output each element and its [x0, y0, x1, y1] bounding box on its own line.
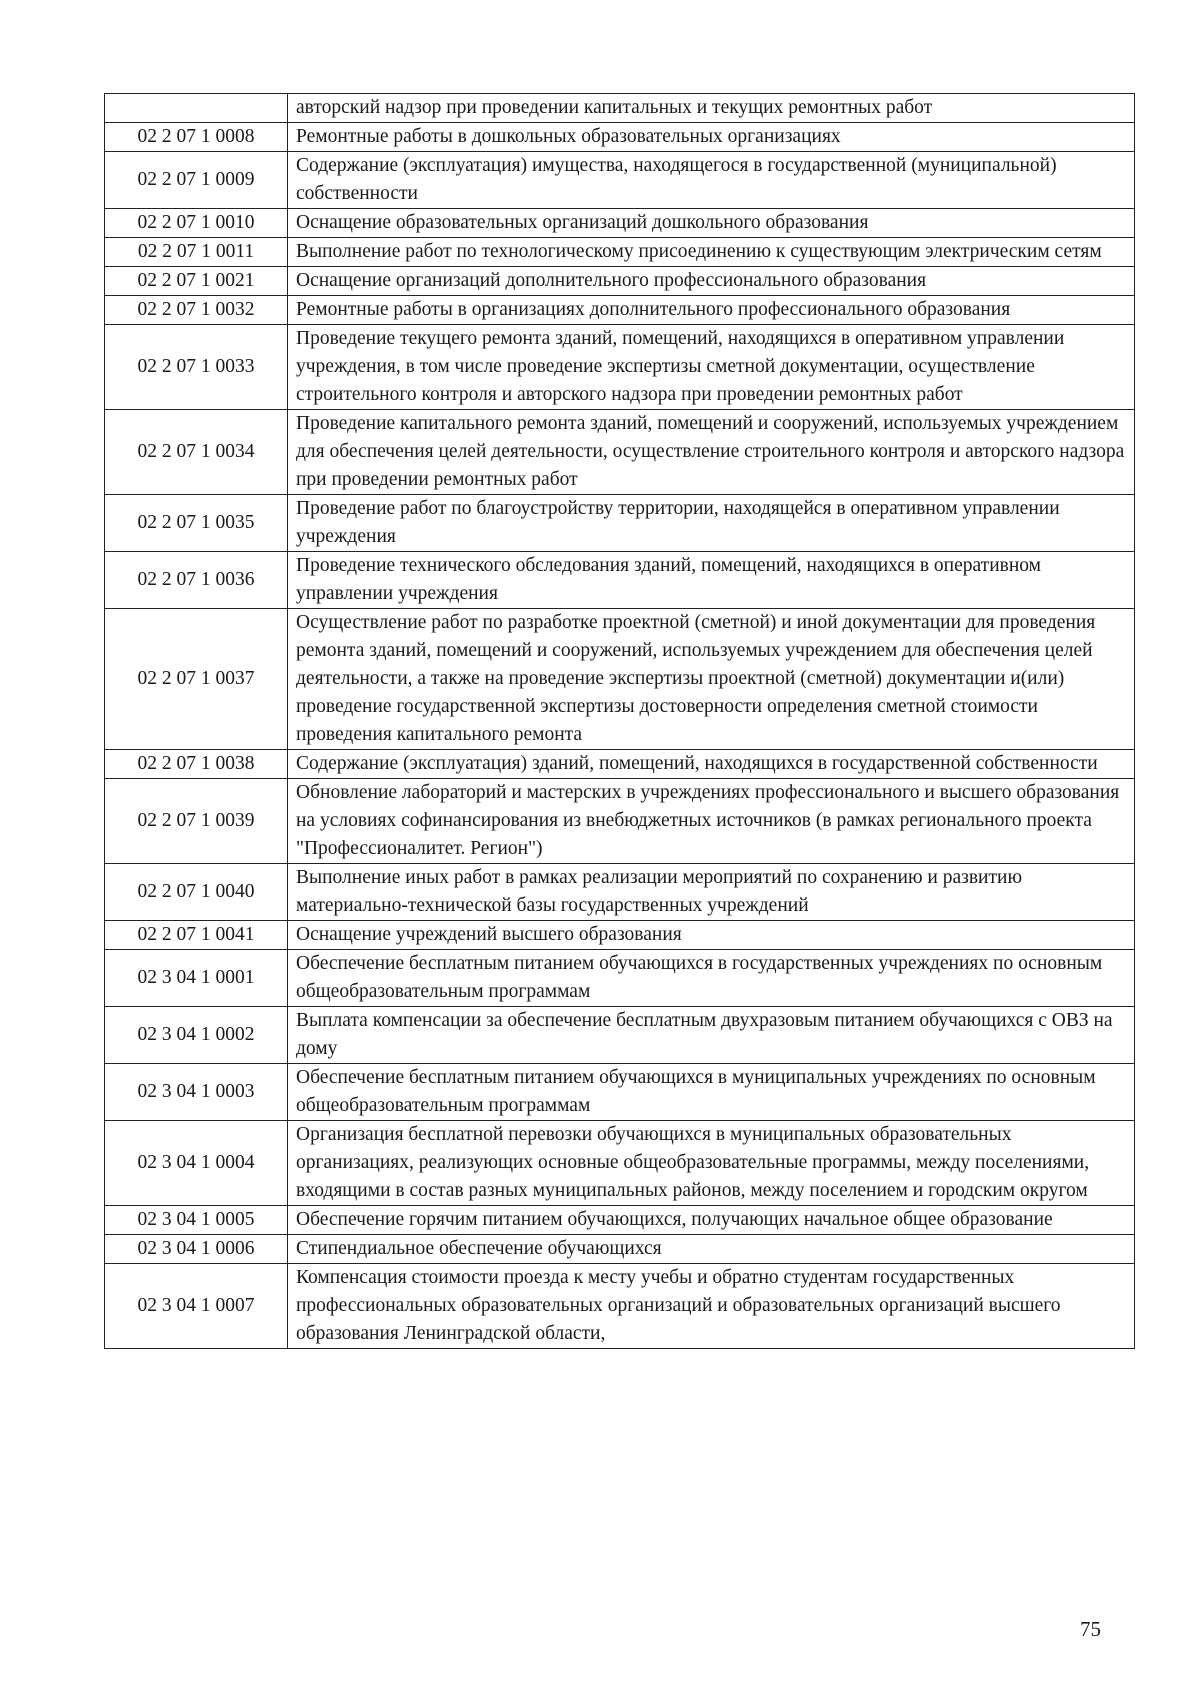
row-description: Выплата компенсации за обеспечение бесплатным двухразовым питанием обучающихся с ОВЗ на дому	[288, 1007, 1135, 1064]
row-description: Обеспечение бесплатным питанием обучающихся в государственных учреждениях по основным общеобразовательным программам	[288, 950, 1135, 1007]
row-description: Проведение технического обследования зданий, помещений, находящихся в оперативном управлении учреждения	[288, 552, 1135, 609]
row-description: Стипендиальное обеспечение обучающихся	[288, 1235, 1135, 1264]
row-description: Проведение капитального ремонта зданий, помещений и сооружений, используемых учреждением для обеспечения целей деятельности, осуществление строительного контроля и авторского надзора при проведении ремонтных работ	[288, 410, 1135, 495]
row-code: 02 3 04 1 0003	[105, 1064, 288, 1121]
row-code: 02 2 07 1 0010	[105, 209, 288, 238]
table-row	[105, 750, 1135, 779]
page-number: 75	[1080, 1617, 1101, 1641]
table-row	[105, 410, 1135, 495]
row-code: 02 2 07 1 0033	[105, 325, 288, 410]
row-description: Содержание (эксплуатация) имущества, находящегося в государственной (муниципальной) собственности	[288, 152, 1135, 209]
row-code: 02 2 07 1 0038	[105, 750, 288, 779]
row-code: 02 3 04 1 0006	[105, 1235, 288, 1264]
row-description: Оснащение образовательных организаций дошкольного образования	[288, 209, 1135, 238]
table-body	[105, 94, 1135, 1349]
row-code: 02 2 07 1 0034	[105, 410, 288, 495]
table-row	[105, 238, 1135, 267]
row-code: 02 2 07 1 0041	[105, 921, 288, 950]
table-row	[105, 123, 1135, 152]
row-description: Обновление лабораторий и мастерских в учреждениях профессионального и высшего образования на условиях софинансирования из внебюджетных источников (в рамках регионального проекта "Профессионалитет. Регион")	[288, 779, 1135, 864]
table-row	[105, 152, 1135, 209]
table-row	[105, 1064, 1135, 1121]
row-description: Обеспечение бесплатным питанием обучающихся в муниципальных учреждениях по основным общеобразовательным программам	[288, 1064, 1135, 1121]
row-code: 02 3 04 1 0001	[105, 950, 288, 1007]
table-row	[105, 267, 1135, 296]
row-code: 02 3 04 1 0004	[105, 1121, 288, 1206]
row-code: 02 2 07 1 0021	[105, 267, 288, 296]
budget-codes-table	[104, 93, 1135, 1349]
table-row	[105, 1264, 1135, 1349]
row-code: 02 2 07 1 0037	[105, 609, 288, 750]
row-code: 02 2 07 1 0035	[105, 495, 288, 552]
row-description: Выполнение иных работ в рамках реализации мероприятий по сохранению и развитию материально-технической базы государственных учреждений	[288, 864, 1135, 921]
row-description: авторский надзор при проведении капитальных и текущих ремонтных работ	[288, 94, 1135, 123]
row-description: Компенсация стоимости проезда к месту учебы и обратно студентам государственных профессиональных образовательных организаций и образовательных организаций высшего образования Ленинградской области,	[288, 1264, 1135, 1349]
row-code: 02 3 04 1 0007	[105, 1264, 288, 1349]
row-description: Выполнение работ по технологическому присоединению к существующим электрическим сетям	[288, 238, 1135, 267]
row-code: 02 2 07 1 0040	[105, 864, 288, 921]
table-row	[105, 1121, 1135, 1206]
table-row	[105, 296, 1135, 325]
row-code: 02 2 07 1 0032	[105, 296, 288, 325]
table-row	[105, 779, 1135, 864]
row-description: Оснащение учреждений высшего образования	[288, 921, 1135, 950]
table-row	[105, 94, 1135, 123]
table-row	[105, 325, 1135, 410]
row-description: Обеспечение горячим питанием обучающихся, получающих начальное общее образование	[288, 1206, 1135, 1235]
row-code: 02 2 07 1 0036	[105, 552, 288, 609]
table-row	[105, 950, 1135, 1007]
row-description: Ремонтные работы в дошкольных образовательных организациях	[288, 123, 1135, 152]
row-description: Ремонтные работы в организациях дополнительного профессионального образования	[288, 296, 1135, 325]
row-code: 02 2 07 1 0009	[105, 152, 288, 209]
table-row	[105, 609, 1135, 750]
row-description: Проведение работ по благоустройству территории, находящейся в оперативном управлении учреждения	[288, 495, 1135, 552]
row-code	[105, 94, 288, 123]
row-description: Проведение текущего ремонта зданий, помещений, находящихся в оперативном управлении учреждения, в том числе проведение экспертизы сметной документации, осуществление строительного контроля и авторского надзора при проведении ремонтных работ	[288, 325, 1135, 410]
table-row	[105, 209, 1135, 238]
table-row	[105, 1206, 1135, 1235]
row-code: 02 3 04 1 0005	[105, 1206, 288, 1235]
row-code: 02 3 04 1 0002	[105, 1007, 288, 1064]
row-code: 02 2 07 1 0011	[105, 238, 288, 267]
table-row	[105, 495, 1135, 552]
row-description: Организация бесплатной перевозки обучающихся в муниципальных образовательных организациях, реализующих основные общеобразовательные программы, между поселениями, входящими в состав разных муниципальных районов, между поселением и городским округом	[288, 1121, 1135, 1206]
row-code: 02 2 07 1 0039	[105, 779, 288, 864]
row-code: 02 2 07 1 0008	[105, 123, 288, 152]
row-description: Осуществление работ по разработке проектной (сметной) и иной документации для проведения ремонта зданий, помещений и сооружений, используемых учреждением для обеспечения целей деятельности, а также на проведение экспертизы проектной (сметной) документации и(или) проведение государственной экспертизы достоверности определения сметной стоимости проведения капитального ремонта	[288, 609, 1135, 750]
row-description: Содержание (эксплуатация) зданий, помещений, находящихся в государственной собственности	[288, 750, 1135, 779]
table-row	[105, 1007, 1135, 1064]
row-description: Оснащение организаций дополнительного профессионального образования	[288, 267, 1135, 296]
table-row	[105, 1235, 1135, 1264]
table-row	[105, 552, 1135, 609]
table-row	[105, 864, 1135, 921]
table-row	[105, 921, 1135, 950]
